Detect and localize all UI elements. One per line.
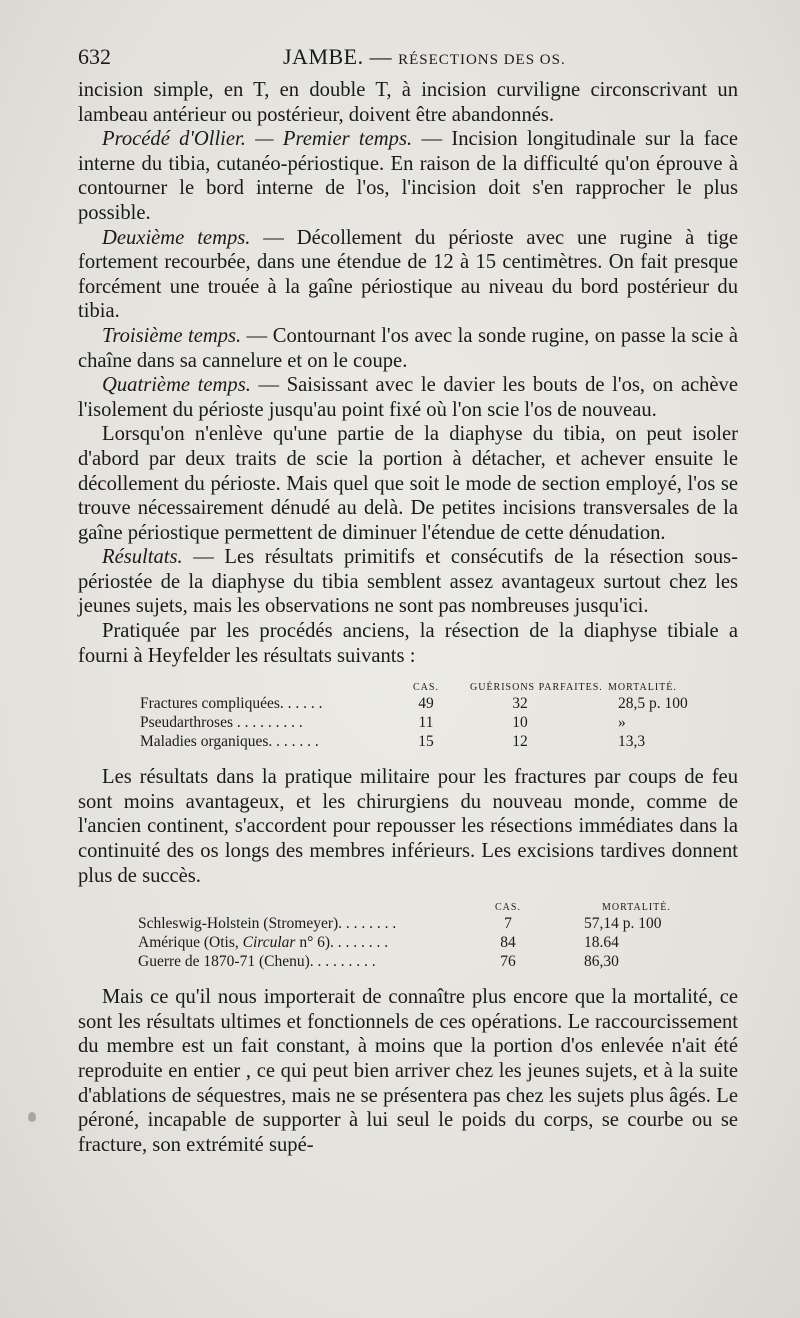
paragraph-4: [78, 324, 738, 373]
paragraph-3-lead: Deuxième temps.: [102, 226, 251, 249]
row-label: Fractures compliquées. . . . . .: [140, 695, 323, 713]
column-header-mortalite: MORTALITÉ.: [602, 902, 671, 914]
title-dash: —: [363, 44, 399, 69]
row-label-text: Amérique (Otis,: [138, 934, 243, 952]
row-label: Pseudarthroses . . . . . . . . .: [140, 714, 303, 732]
table-row: [78, 933, 738, 952]
chapter-title: JAMBE.: [283, 44, 364, 69]
table-row: [78, 732, 738, 751]
row-label-text-end: n° 6). . . . . . . .: [295, 934, 389, 952]
paragraph-7-text: — Les résultats primitifs et consécutifs de la résection sous-périostée de la diaphyse du tibia semblent assez avantageux surtout chez les jeunes sujets, mais les observations ne sont pas nombreuses jusqu'ici.: [78, 546, 738, 618]
heyfelder-results-table: [78, 678, 738, 751]
paragraph-3-text: — Décollement du périoste avec une rugine à tige fortement recourbée, dans une étendue de 12 à 15 centimètres. On fait presque forcément une trouée à la gaîne périostique au niveau du bord postérieur du tibia.: [78, 226, 738, 323]
column-header-cas: CAS.: [413, 682, 439, 694]
paragraph-10: Mais ce qu'il nous importerait de connaître plus encore que la mortalité, ce sont les résultats ultimes et fonctionnels de ces opérations. Le raccourcissement du membre est un fait constant, à moins que la portion d'os enlevée n'ait été reproduite en entier , ce qui peut bien arriver chez les jeunes sujets, et à la suite d'ablations de séquestres, mais ne se présentera pas chez les sujets plus âgés. Le péroné, incapable de supporter à lui seul le poids du corps, se courbe ou se fracture, son extrémité supé-: [78, 986, 738, 1156]
cell-mortalite: 28,5 p. 100: [618, 695, 688, 713]
cell-cas: 84: [500, 934, 516, 952]
cell-mortalite: 57,14 p. 100: [584, 915, 662, 933]
military-results-table: [78, 898, 738, 971]
column-header-mortalite: MORTALITÉ.: [608, 682, 677, 694]
cell-guerisons: 32: [512, 695, 528, 713]
row-label-text: Schleswig-Holstein (Stromeyer). . . . . . . .: [138, 915, 397, 933]
table-header-row: [78, 898, 738, 914]
row-label: Maladies organiques. . . . . . .: [140, 733, 319, 751]
row-label-text: Guerre de 1870-71 (Chenu). . . . . . . . .: [138, 953, 376, 971]
page-number: 632: [78, 44, 111, 69]
column-header-guerisons: GUÉRISONS PARFAITES.: [470, 682, 603, 694]
cell-mortalite: »: [618, 714, 626, 732]
cell-mortalite: 13,3: [618, 733, 646, 751]
cell-cas: 7: [504, 915, 512, 933]
table-row: [78, 914, 738, 933]
paragraph-2-text: — Incision longitudinale sur la face interne du tibia, cutanéo-périostique. En raison de la difficulté qu'on éprouve à contourner le bord interne de l'os, l'incision doit s'en rapprocher le plus possible.: [78, 128, 739, 224]
row-label-italic: Circular: [242, 934, 296, 952]
table-row: [78, 952, 738, 971]
cell-cas: 11: [418, 714, 434, 732]
running-header: [78, 44, 738, 74]
paragraph-2: [78, 127, 738, 225]
paragraph-2-lead: Procédé d'Ollier. — Premier temps.: [102, 128, 413, 151]
running-title: [283, 44, 566, 70]
paragraph-4-lead: Troisième temps.: [102, 324, 242, 347]
margin-mark: [28, 1112, 36, 1122]
table-row: [78, 713, 738, 732]
paragraph-7: [78, 545, 738, 619]
paragraph-1: incision simple, en T, en double T, à incision curviligne circonscrivant un lambeau antérieur ou postérieur, doivent être abandonnés.: [78, 79, 738, 126]
paragraph-5-text: — Saisissant avec le davier les bouts de l'os, on achève l'isolement du périoste jusqu'au point fixé où l'on scie l'os de nouveau.: [78, 374, 738, 421]
cell-mortalite: 86,30: [584, 953, 619, 971]
paragraph-9: Les résultats dans la pratique militaire pour les fractures par coups de feu sont moins avantageux, et les chirurgiens du nouveau monde, comme de l'ancien continent, s'accordent pour repousser les résections immédiates dans la continuité des os longs des membres inférieurs. Les excisions tardives donnent plus de succès.: [78, 766, 738, 887]
paragraph-3: [78, 226, 738, 324]
paragraph-7-lead: Résultats.: [102, 546, 183, 569]
row-label: [138, 914, 396, 933]
paragraph-4-text: — Contournant l'os avec la sonde rugine, on passe la scie à chaîne dans sa cannelure et on le coupe.: [78, 324, 738, 372]
paragraph-6: Lorsqu'on n'enlève qu'une partie de la diaphyse du tibia, on peut isoler d'abord par deux traits de scie la portion à détacher, et achever ensuite le décollement du périoste. Mais quel que soit le mode de section employé, l'os se trouve nécessairement dénudé au delà. De petites incisions transversales de la gaîne périostique permettent de diminuer l'étendue de cette dénudation.: [78, 423, 738, 544]
cell-cas: 49: [418, 695, 434, 713]
section-title: RÉSECTIONS DES OS.: [398, 52, 566, 68]
paragraph-5: [78, 373, 738, 422]
row-label: [138, 933, 388, 952]
table-row: [78, 694, 738, 713]
body-text: [78, 78, 738, 1157]
cell-guerisons: 12: [512, 733, 528, 751]
cell-mortalite: 18.64: [584, 934, 619, 952]
column-header-cas: CAS.: [495, 902, 521, 914]
table-header-row: [78, 678, 738, 694]
cell-cas: 15: [418, 733, 434, 751]
paragraph-8: Pratiquée par les procédés anciens, la résection de la diaphyse tibiale a fourni à Heyfelder les résultats suivants :: [78, 620, 738, 667]
row-label: [138, 952, 376, 971]
cell-guerisons: 10: [512, 714, 528, 732]
cell-cas: 76: [500, 953, 516, 971]
paragraph-5-lead: Quatrième temps.: [102, 374, 251, 397]
